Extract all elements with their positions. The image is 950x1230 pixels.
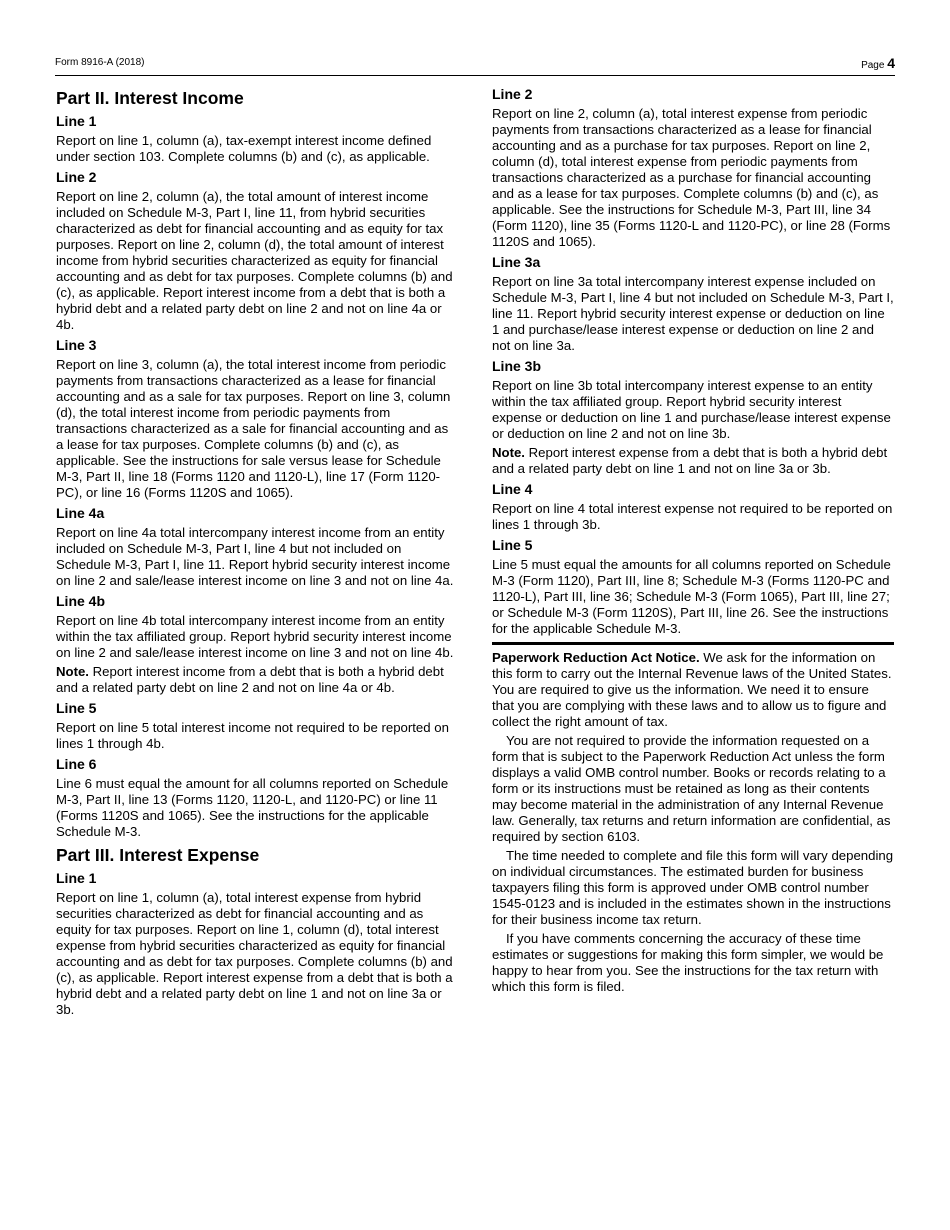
part-iii-line-3a-heading: Line 3a: [492, 254, 541, 270]
part-ii-line-4a-text: Report on line 4a total intercompany interest income from an entity included on Schedule M-3, Part I, line 4 but not included on Schedule M-3, Part I, line 11. Report hybrid security interest income on line 2 and sale/lease interest income on line 3 and not on line 4a.: [56, 525, 454, 588]
form-id: Form 8916-A (2018): [55, 57, 145, 68]
part-iii-line-1-text: Report on line 1, column (a), total interest expense from hybrid securities characterized as debt for financial accounting and as equity for tax purposes. Report on line 1, column (d), total interest expense from hybrid securities characterized as equity for financial accounting and as debt for tax purposes. Complete columns (b) and (c), as applicable. Report interest expense from a debt that is both a hybrid debt and a related party debt on line 1 and not on line 3a or 3b.: [56, 890, 453, 1017]
page-label: Page: [861, 60, 885, 71]
part-iii-line-1-heading: Line 1: [56, 870, 97, 886]
part-ii-line-2-heading: Line 2: [56, 169, 97, 185]
notice-paragraph-1-text: We ask for the information on this form to carry out the Internal Revenue laws of the United States. You are required to give us the information. We need it to ensure that you are complying with these laws and to allow us to figure and collect the right amount of tax.: [492, 650, 892, 729]
notice-paragraph-1: [492, 650, 894, 730]
part-iii-line-4-heading: Line 4: [492, 481, 533, 497]
notice-paragraph-4: If you have comments concerning the accuracy of these time estimates or suggestions for making this form simpler, we would be happy to hear from you. See the instructions for the tax return with which this form is filed.: [492, 931, 884, 994]
part-ii-line-4b-heading: Line 4b: [56, 593, 106, 609]
part-iii-line-3b-heading: Line 3b: [492, 358, 542, 374]
part-iii-line-3a-text: Report on line 3a total intercompany interest expense included on Schedule M-3, Part I, line 4 but not included on Schedule M-3, Part I, line 11. Report hybrid security interest expense or deduction on line 1 and purchase/lease interest expense or deduction on line 2 and not on line 3a.: [492, 274, 894, 353]
part-iii-line-5-text: Line 5 must equal the amounts for all columns reported on Schedule M-3 (Form 1120), Part III, line 8; Schedule M-3 (Forms 1120-PC and 1120-L), Part III, line 36; Schedule M-3 (Form 1065), Part III, line 27; or Schedule M-3 (Form 1120S), Part III, line 26. See the instructions for the applicable Schedule M-3.: [492, 557, 891, 636]
part-iii-note: [492, 445, 894, 477]
part-iii-line-2-text: Report on line 2, column (a), total interest expense from periodic payments from transactions characterized as a lease for financial accounting and as a purchase for tax purposes. Report on line 2, column (d), total interest expense from periodic payments from transactions characterized as a purchase for financial accounting and as a lease for tax purposes. Complete columns (b) and (c), as applicable. See the instructions for Schedule M-3, Part III, line 34 (Form 1120), line 35 (Forms 1120-L and 1120-PC), or line 28 (Forms 1120S and 1065).: [492, 106, 891, 249]
part-ii-note-label: Note.: [56, 664, 89, 679]
part-ii-line-1-text: Report on line 1, column (a), tax-exempt interest income defined under section 103. Complete columns (b) and (c), as applicable.: [56, 133, 432, 164]
part-ii-line-3-heading: Line 3: [56, 337, 97, 353]
part-ii-line-2-text: Report on line 2, column (a), the total amount of interest income included on Schedule M-3, Part I, line 11, from hybrid securities characterized as debt for financial accounting and as equity for tax purposes. Report on line 2, column (d), the total amount of interest income from hybrid securities characterized as equity for financial accounting and as debt for tax purposes. Complete columns (b) and (c), as applicable. Report interest income from a debt that is both a hybrid debt and a related party debt on line 2 and not on line 4a or 4b.: [56, 189, 453, 332]
part-iii-note-label: Note.: [492, 445, 525, 460]
part-ii-note-text: Report interest income from a debt that is both a hybrid debt and a related party debt on line 2 and not on line 4a or 4b.: [56, 664, 444, 695]
part-iii-line-5-heading: Line 5: [492, 537, 533, 553]
page-header: [55, 55, 895, 76]
part-ii-line-3-text: Report on line 3, column (a), the total interest income from periodic payments from transactions characterized as a lease for financial accounting and as a sale for tax purposes. Report on line 3, column (d), the total interest income from periodic payments from transactions characterized as a sale for financial accounting and as a lease for tax purposes. Complete columns (b) and (c), as applicable. See the instructions for sale versus lease for Schedule M-3, Part II, line 18 (Forms 1120 and 1120-L), line 17 (Form 1120-PC), or line 16 (Forms 1120S and 1065).: [56, 357, 451, 500]
part-iii-title: Part III. Interest Expense: [56, 845, 260, 865]
right-column: [492, 86, 894, 998]
notice-paragraph-3: The time needed to complete and file this form will vary depending on individual circumstances. The estimated burden for business taxpayers filing this form is approved under OMB control number 1545-0123 and is included in the estimates shown in the instructions for their business income tax return.: [492, 848, 894, 927]
page-number: 4: [887, 55, 895, 71]
part-iii-line-2-heading: Line 2: [492, 86, 533, 102]
part-ii-note: [56, 664, 458, 696]
part-ii-line-5-heading: Line 5: [56, 700, 97, 716]
part-iii-line-3b-text: Report on line 3b total intercompany interest expense to an entity within the tax affiliated group. Report hybrid security interest expense or deduction on line 1 and purchase/lease interest expense or deduction on line 2 and not on line 3b.: [492, 378, 891, 441]
part-ii-title: Part II. Interest Income: [56, 88, 244, 108]
left-column: [56, 86, 458, 1021]
part-iii-note-text: Report interest expense from a debt that is both a hybrid debt and a related party debt on line 1 and not on line 3a or 3b.: [492, 445, 888, 476]
part-ii-line-4a-heading: Line 4a: [56, 505, 105, 521]
part-iii-line-4-text: Report on line 4 total interest expense not required to be reported on lines 1 through 3b.: [492, 501, 893, 532]
part-ii-line-6-heading: Line 6: [56, 756, 97, 772]
part-ii-line-6-text: Line 6 must equal the amount for all columns reported on Schedule M-3, Part II, line 13 (Forms 1120, 1120-L, and 1120-PC) or line 11 (Forms 1120S and 1065). See the instructions for the applicable Schedule M-3.: [56, 776, 449, 839]
notice-paragraph-2: You are not required to provide the information requested on a form that is subject to the Paperwork Reduction Act unless the form displays a valid OMB control number. Books or records relating to a form or its instructions must be retained as long as their contents may become material in the administration of any Internal Revenue law. Generally, tax returns and return information are confidential, as required by section 6103.: [492, 733, 891, 844]
part-ii-line-1-heading: Line 1: [56, 113, 97, 129]
part-ii-line-4b-text: Report on line 4b total intercompany interest income from an entity within the tax affiliated group. Report hybrid security interest income on line 2 and sale/lease interest income on line 3 and not on line 4b.: [56, 613, 454, 660]
notice-label: Paperwork Reduction Act Notice.: [492, 650, 700, 665]
paperwork-reduction-notice: [492, 642, 894, 995]
page-indicator: [861, 55, 895, 71]
part-ii-line-5-text: Report on line 5 total interest income not required to be reported on lines 1 through 4b.: [56, 720, 449, 751]
